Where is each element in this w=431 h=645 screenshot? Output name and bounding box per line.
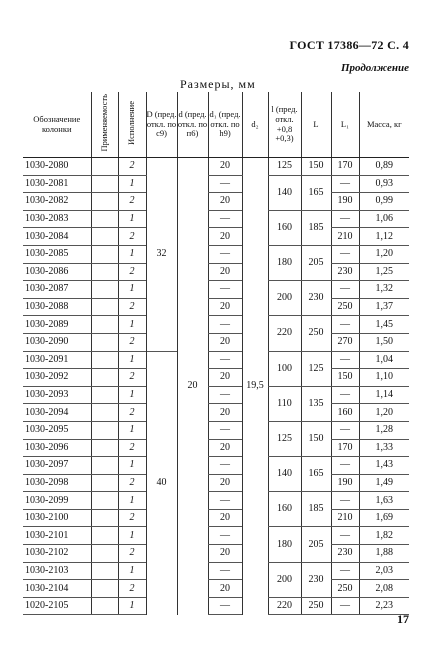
cell-application [91,316,118,334]
cell-L1: 190 [331,474,359,492]
table-row [23,474,409,492]
cell-mass: 1,45 [359,316,409,334]
cell-designation: 1030-2086 [23,263,91,281]
table-row [23,351,409,369]
cell-execution: 2 [118,298,146,316]
cell-L1: — [331,421,359,439]
col-L: L [301,92,331,158]
cell-application [91,175,118,193]
cell-execution: 1 [118,316,146,334]
cell-l: 140 [268,457,301,492]
table-row [23,545,409,563]
cell-mass: 1,37 [359,298,409,316]
cell-designation: 1030-2082 [23,193,91,211]
cell-l: 220 [268,597,301,615]
cell-designation: 1030-2093 [23,386,91,404]
cell-designation: 1030-2084 [23,228,91,246]
cell-execution: 1 [118,457,146,475]
cell-L: 165 [301,175,331,210]
cell-mass: 1,20 [359,245,409,263]
cell-d1: — [208,457,242,475]
cell-application [91,580,118,598]
table-row [23,457,409,475]
cell-designation: 1030-2104 [23,580,91,598]
cell-mass: 1,50 [359,333,409,351]
cell-L1: 150 [331,369,359,387]
cell-l: 125 [268,421,301,456]
cell-application [91,281,118,299]
cell-d1: 20 [208,580,242,598]
cell-L1: 160 [331,404,359,422]
cell-d1: — [208,386,242,404]
cell-l: 220 [268,316,301,351]
table-row [23,439,409,457]
cell-d1: 20 [208,404,242,422]
cell-d1: 20 [208,545,242,563]
cell-d1: — [208,492,242,510]
cell-application [91,404,118,422]
cell-application [91,369,118,387]
cell-mass: 2,08 [359,580,409,598]
cell-L1: — [331,457,359,475]
page-header: ГОСТ 17386—72 С. 4 [289,38,409,52]
table-row [23,316,409,334]
cell-designation: 1030-2101 [23,527,91,545]
cell-execution: 2 [118,580,146,598]
cell-execution: 1 [118,351,146,369]
cell-L1: — [331,281,359,299]
cell-d: 20 [177,158,208,615]
cell-designation: 1030-2091 [23,351,91,369]
cell-L1: 190 [331,193,359,211]
cell-designation: 1030-2098 [23,474,91,492]
cell-L: 185 [301,210,331,245]
cell-d1: — [208,597,242,615]
cell-d1: — [208,421,242,439]
table-row [23,263,409,281]
cell-d1: 20 [208,263,242,281]
cell-d1: — [208,245,242,263]
dimensions-table [23,92,409,615]
table-row [23,597,409,615]
cell-execution: 1 [118,597,146,615]
cell-L1: 230 [331,545,359,563]
cell-mass: 0,93 [359,175,409,193]
cell-designation: 1030-2097 [23,457,91,475]
cell-l: 160 [268,492,301,527]
cell-mass: 0,99 [359,193,409,211]
col-L1: L₁ [331,92,359,158]
cell-mass: 2,03 [359,562,409,580]
cell-l: 125 [268,158,301,176]
cell-application [91,545,118,563]
col-designation: Обозначение колонки [23,92,91,158]
cell-L: 150 [301,158,331,176]
cell-application [91,439,118,457]
cell-L1: — [331,175,359,193]
cell-designation: 1030-2085 [23,245,91,263]
cell-application [91,509,118,527]
cell-d1: — [208,316,242,334]
cell-designation: 1030-2089 [23,316,91,334]
cell-l: 200 [268,281,301,316]
cell-d1: — [208,527,242,545]
cell-designation: 1030-2088 [23,298,91,316]
cell-L1: — [331,492,359,510]
table-row [23,580,409,598]
cell-execution: 1 [118,210,146,228]
cell-L1: — [331,210,359,228]
table-row [23,562,409,580]
table-row [23,386,409,404]
cell-application [91,527,118,545]
cell-execution: 2 [118,228,146,246]
cell-application [91,457,118,475]
cell-d1: — [208,562,242,580]
cell-mass: 1,14 [359,386,409,404]
table-row [23,193,409,211]
table-row [23,245,409,263]
cell-execution: 2 [118,509,146,527]
cell-d1: 20 [208,193,242,211]
cell-L1: — [331,527,359,545]
col-d: d (пред. откл. по п6) [177,92,208,158]
col-d2: d₂ [242,92,268,158]
col-mass: Масса, кг [359,92,409,158]
cell-l: 100 [268,351,301,386]
cell-L1: — [331,351,359,369]
cell-L: 250 [301,597,331,615]
cell-execution: 2 [118,474,146,492]
cell-execution: 1 [118,562,146,580]
cell-d1: 20 [208,333,242,351]
col-application: Применяемость [91,92,118,158]
cell-application [91,351,118,369]
table-row [23,298,409,316]
cell-d1: 20 [208,228,242,246]
cell-execution: 1 [118,175,146,193]
table-row [23,527,409,545]
cell-designation: 1020-2105 [23,597,91,615]
cell-designation: 1030-2094 [23,404,91,422]
table-row [23,492,409,510]
cell-execution: 1 [118,245,146,263]
cell-L1: 230 [331,263,359,281]
cell-l: 180 [268,527,301,562]
cell-designation: 1030-2099 [23,492,91,510]
cell-l: 110 [268,386,301,421]
cell-d1: — [208,281,242,299]
continuation-label: Продолжение [340,62,409,74]
cell-application [91,210,118,228]
cell-L: 205 [301,527,331,562]
cell-application [91,263,118,281]
col-D: D (пред. откл. по с9) [146,92,177,158]
cell-mass: 1,33 [359,439,409,457]
cell-execution: 1 [118,492,146,510]
cell-execution: 1 [118,527,146,545]
cell-application [91,333,118,351]
cell-L: 230 [301,281,331,316]
cell-d1: 20 [208,369,242,387]
cell-execution: 2 [118,158,146,176]
cell-mass: 0,89 [359,158,409,176]
cell-l: 200 [268,562,301,597]
cell-mass: 1,25 [359,263,409,281]
cell-d1: — [208,351,242,369]
cell-l: 140 [268,175,301,210]
cell-L1: 250 [331,580,359,598]
cell-application [91,193,118,211]
cell-d1: 20 [208,474,242,492]
cell-L: 165 [301,457,331,492]
cell-designation: 1030-2090 [23,333,91,351]
cell-mass: 1,20 [359,404,409,422]
cell-L1: 270 [331,333,359,351]
cell-execution: 2 [118,369,146,387]
cell-execution: 1 [118,421,146,439]
cell-L: 205 [301,245,331,280]
table-row [23,369,409,387]
cell-mass: 1,63 [359,492,409,510]
table-row [23,228,409,246]
cell-execution: 2 [118,545,146,563]
col-d1: d₁ (пред. откл. по h9) [208,92,242,158]
cell-L1: 210 [331,509,359,527]
cell-d1: — [208,175,242,193]
cell-designation: 1030-2103 [23,562,91,580]
cell-application [91,597,118,615]
cell-designation: 1030-2087 [23,281,91,299]
cell-L: 150 [301,421,331,456]
table-row [23,158,409,176]
cell-execution: 2 [118,404,146,422]
table-row [23,333,409,351]
cell-mass: 1,04 [359,351,409,369]
table-row [23,404,409,422]
cell-mass: 1,43 [359,457,409,475]
cell-mass: 1,32 [359,281,409,299]
cell-mass: 1,49 [359,474,409,492]
cell-application [91,492,118,510]
cell-mass: 1,82 [359,527,409,545]
cell-d1: 20 [208,439,242,457]
cell-application [91,245,118,263]
cell-application [91,421,118,439]
cell-designation: 1030-2092 [23,369,91,387]
cell-designation: 1030-2095 [23,421,91,439]
table-row [23,509,409,527]
cell-D-32: 32 [146,158,177,352]
cell-L: 250 [301,316,331,351]
cell-L: 125 [301,351,331,386]
cell-L1: — [331,597,359,615]
cell-mass: 1,10 [359,369,409,387]
table-row [23,210,409,228]
cell-execution: 2 [118,193,146,211]
cell-L: 135 [301,386,331,421]
cell-application [91,386,118,404]
table-row [23,421,409,439]
col-execution: Исполнение [118,92,146,158]
cell-mass: 1,69 [359,509,409,527]
cell-mass: 1,12 [359,228,409,246]
cell-mass: 2,23 [359,597,409,615]
cell-designation: 1030-2096 [23,439,91,457]
cell-L1: 170 [331,158,359,176]
cell-mass: 1,06 [359,210,409,228]
cell-mass: 1,28 [359,421,409,439]
cell-d1: 20 [208,298,242,316]
cell-L: 230 [301,562,331,597]
cell-application [91,158,118,176]
table-row [23,281,409,299]
cell-designation: 1030-2081 [23,175,91,193]
table-row [23,175,409,193]
cell-designation: 1030-2100 [23,509,91,527]
cell-application [91,562,118,580]
cell-designation: 1030-2083 [23,210,91,228]
cell-execution: 1 [118,386,146,404]
cell-L1: 250 [331,298,359,316]
cell-L1: 210 [331,228,359,246]
cell-execution: 1 [118,281,146,299]
cell-application [91,298,118,316]
cell-designation: 1030-2102 [23,545,91,563]
cell-application [91,228,118,246]
cell-L1: — [331,386,359,404]
cell-execution: 2 [118,333,146,351]
cell-application [91,474,118,492]
cell-d2: 19,5 [242,158,268,615]
page-number: 17 [397,612,409,626]
cell-d1: 20 [208,158,242,176]
cell-l: 160 [268,210,301,245]
sizes-caption: Размеры, мм [180,77,256,91]
cell-L1: — [331,245,359,263]
cell-execution: 2 [118,439,146,457]
cell-d1: — [208,210,242,228]
cell-L: 185 [301,492,331,527]
cell-d1: 20 [208,509,242,527]
col-l: l (пред. откл. +0,8 +0,3) [268,92,301,158]
cell-D-40: 40 [146,351,177,615]
cell-mass: 1,88 [359,545,409,563]
cell-l: 180 [268,245,301,280]
table-body [23,158,409,615]
cell-L1: — [331,562,359,580]
cell-L1: 170 [331,439,359,457]
cell-execution: 2 [118,263,146,281]
cell-L1: — [331,316,359,334]
cell-designation: 1030-2080 [23,158,91,176]
